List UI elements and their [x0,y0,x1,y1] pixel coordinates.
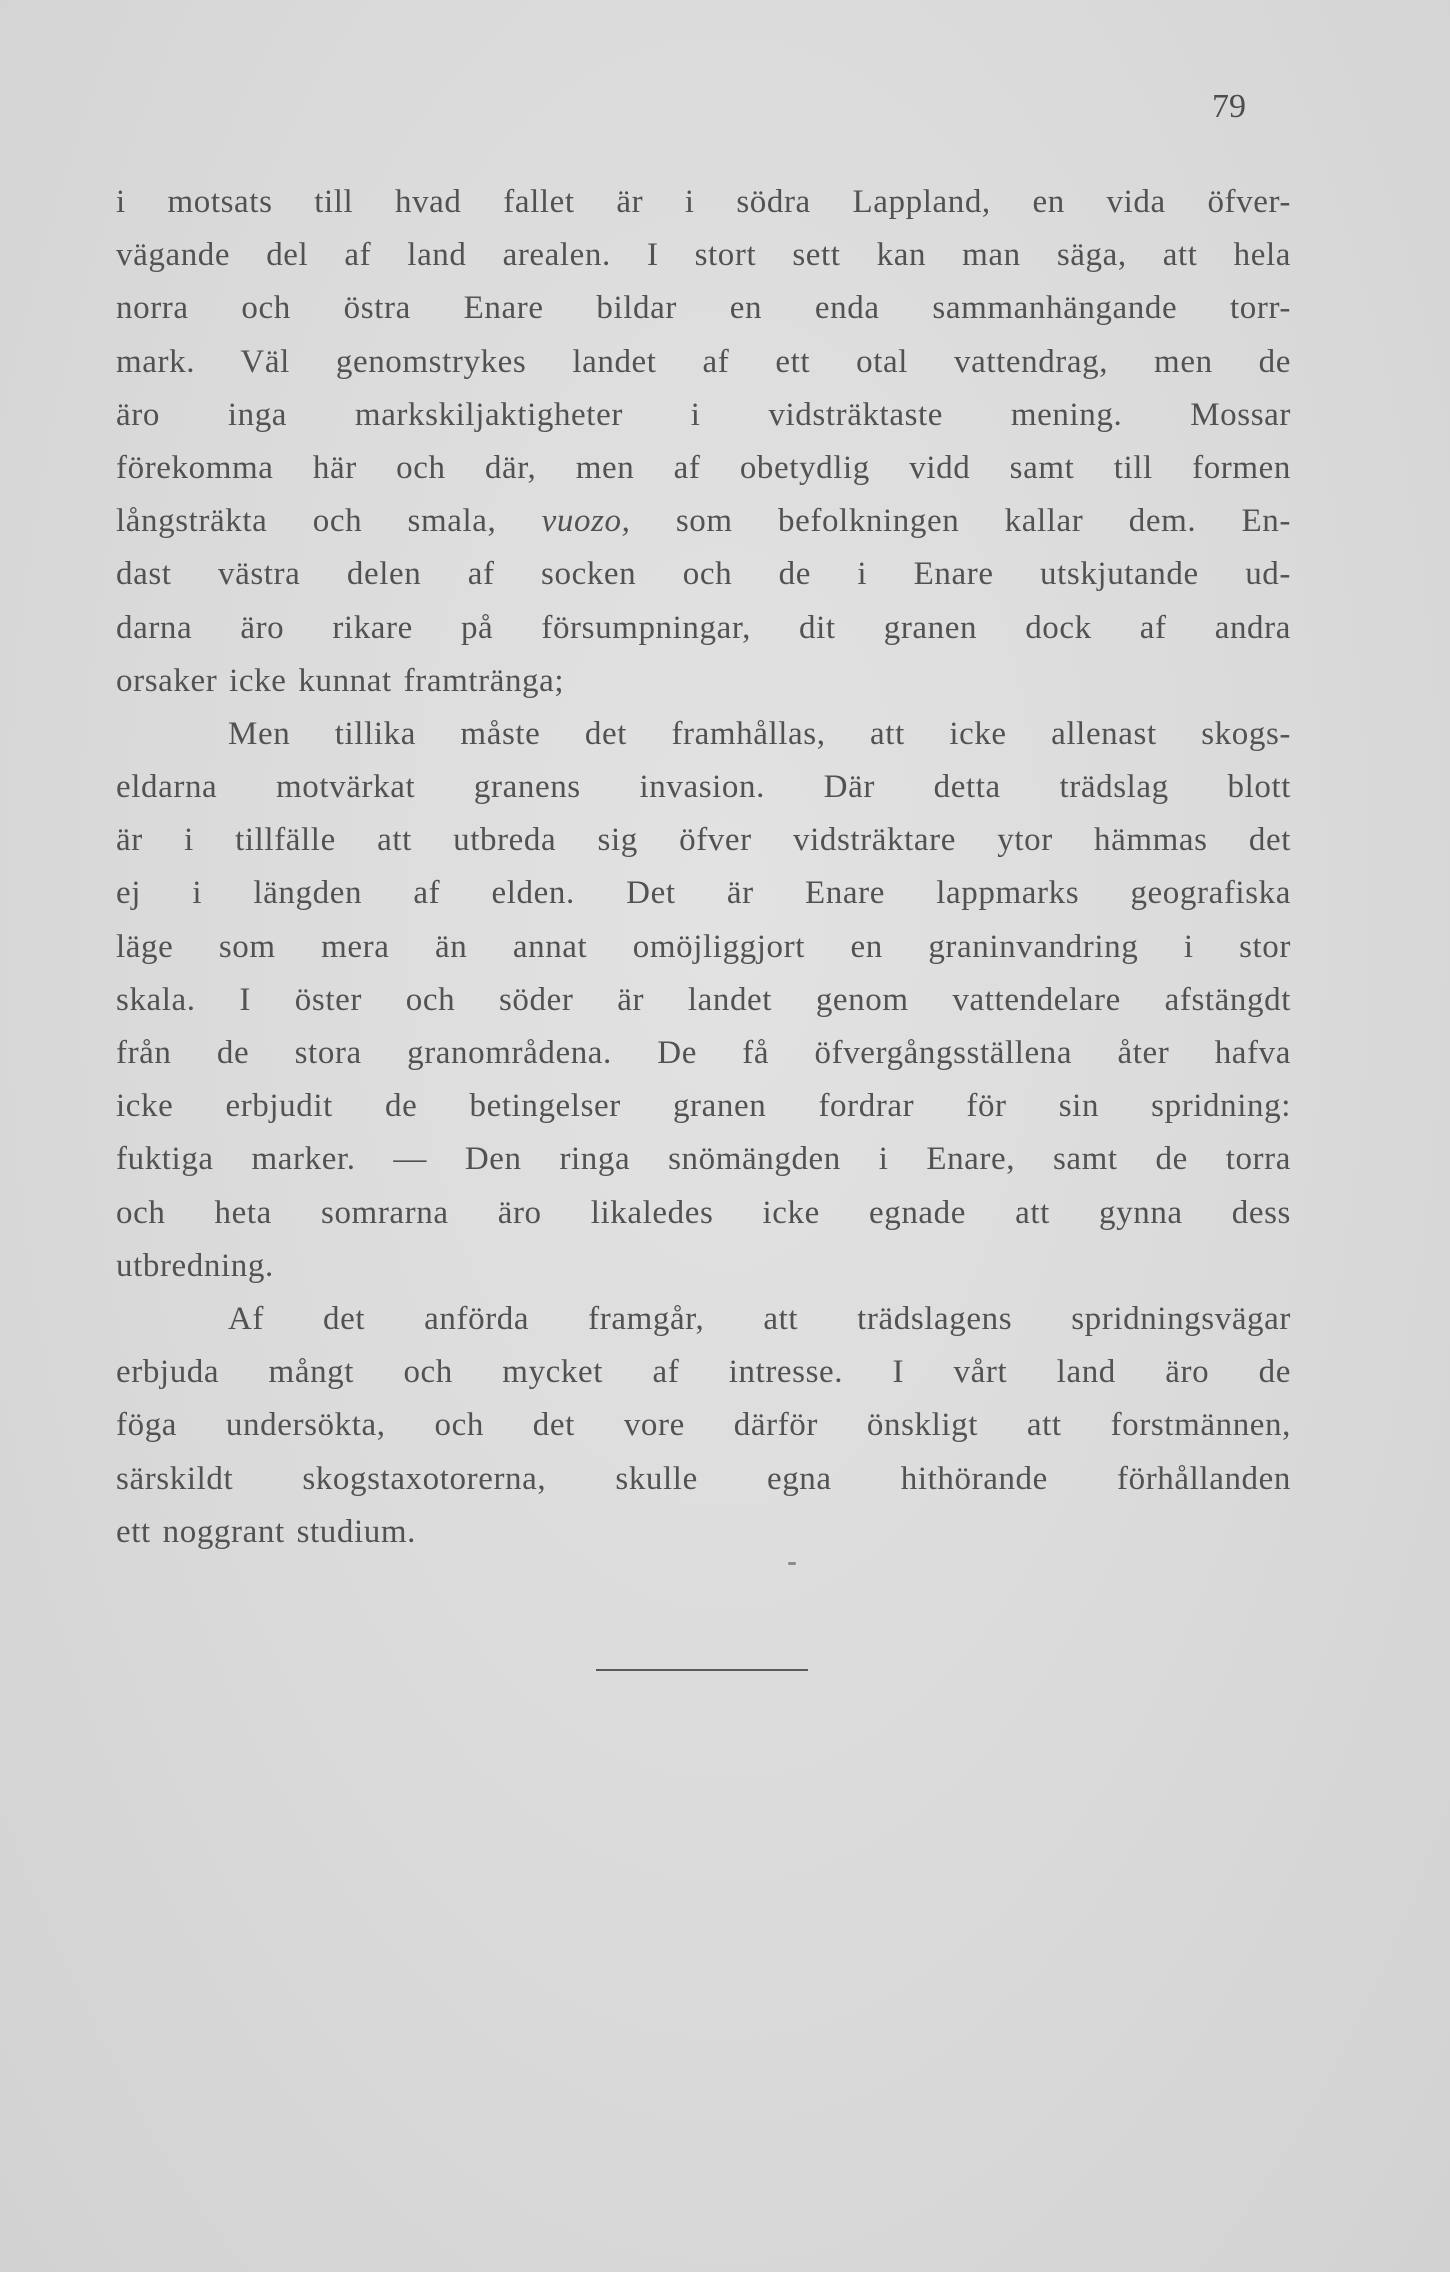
text-line: dast västra delen af socken och de i Enare utskjutande ud- [116,556,1291,593]
text-line: och heta somrarna äro likaledes icke egnade att gynna dess [116,1194,1291,1231]
text-line: vägande del af land arealen. I stort sett kan man säga, att hela [116,237,1291,274]
text-line: från de stora granområdena. De få öfvergångsställena åter hafva [116,1035,1291,1071]
paragraph-3 [116,1293,1291,1559]
text-line: norra och östra Enare bildar en enda sammanhängande torr- [116,290,1291,327]
text-line: fuktiga marker. — Den ringa snömängden i Enare, samt de torra [116,1141,1291,1178]
text-line: skala. I öster och söder är landet genom vattendelare afstängdt [116,981,1291,1018]
text-line: mark. Väl genomstrykes landet af ett otal vattendrag, men de [116,343,1291,380]
text-line-with-italic [116,495,1291,548]
text-line: darna äro rikare på försumpningar, dit granen dock af andra [116,609,1291,646]
text-line: är i tillfälle att utbreda sig öfver vidsträktare ytor hämmas det [116,822,1291,859]
text-line: i motsats till hvad fallet är i södra Lappland, en vida öfver- [116,184,1291,220]
print-speck [788,1562,796,1565]
text-line: föga undersökta, och det vore därför önskligt att forstmännen, [116,1407,1291,1444]
text-line: icke erbjudit de betingelser granen fordrar för sin spridning: [116,1088,1291,1125]
page-number: 79 [1212,88,1246,125]
text-line: ej i längden af elden. Det är Enare lappmarks geografiska [116,875,1291,912]
text-line: utbredning. [116,1247,274,1284]
text-line: särskildt skogstaxotorerna, skulle egna hithörande förhållanden [116,1460,1291,1497]
text-line: orsaker icke kunnat framtränga; [116,662,565,699]
text-line: eldarna motvärkat granens invasion. Där detta trädslag blott [116,769,1291,806]
paragraph-1 [116,176,1291,708]
text-line: ett noggrant studium. [116,1513,416,1550]
italic-term: vuozo, [541,503,631,540]
body-text [116,176,1291,1559]
paragraph-2 [116,708,1291,1293]
text-line: förekomma här och där, men af obetydlig vidd samt till formen [116,449,1291,486]
text-segment: som befolkningen kallar dem. En- [675,503,1291,540]
section-end-rule [596,1669,808,1671]
text-line: Men tillika måste det framhållas, att icke allenast skogs- [228,715,1291,752]
text-segment: långsträkta och smala, [116,503,497,540]
text-line: Af det anförda framgår, att trädslagens spridningsvägar [228,1300,1291,1337]
text-line: äro inga markskiljaktigheter i vidsträktaste mening. Mossar [116,396,1291,433]
text-line: läge som mera än annat omöjliggjort en graninvandring i stor [116,928,1291,965]
text-line: erbjuda mångt och mycket af intresse. I vårt land äro de [116,1354,1291,1391]
